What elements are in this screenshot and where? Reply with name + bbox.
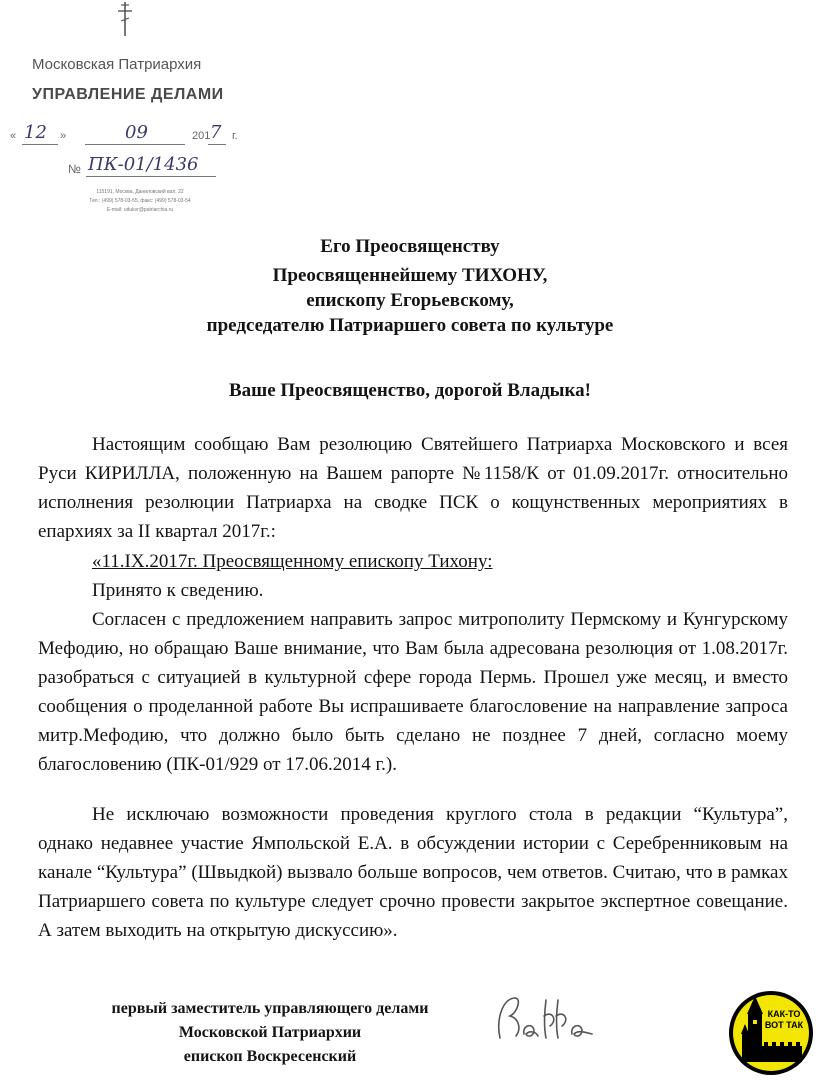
number-label: № (68, 162, 81, 176)
date-day: 12 (24, 122, 47, 143)
email-line: E-mail: udukvr@patriarchia.ru (106, 207, 174, 213)
resolution-line: Принято к сведению. (92, 580, 264, 601)
cross-icon (115, 2, 135, 36)
date-line: « 12 » 09 201 7 г. (10, 122, 238, 143)
recipient-line-1: Его Преосвященству (320, 236, 500, 257)
recipient-line-4: председателю Патриаршего совета по культуре (206, 315, 614, 336)
body-paragraph-1: Настоящим сообщаю Вам резолюцию Святейшего Патриарха Московского и всея Руси КИРИЛЛА, положенную на Вашем рапорте №1158/К от 01.09.2017г. относительно исполнения резолюции Патриарха на сводке ПСК о кощунственных мероприятиях в епархиях за II квартал 2017г.: (38, 434, 788, 542)
kak-to-vot-tak-logo (728, 990, 814, 1076)
body-paragraph-4: Не исключаю возможности проведения круглого стола в редакции “Культура”, однако недавнее участие Ямпольской Е.А. в обсуждении истории с Серебренниковым на канале “Культура” (Швыдкой) вызвало больше вопросов, чем ответов. Считаю, что в рамках Патриаршего совета по культуре следует срочно провести закрытое экспертное совещание. А затем выходить на открытую дискуссию». (38, 804, 788, 941)
date-year-prefix: 201 (192, 130, 211, 142)
logo-text-line-2: ВОТ ТАК (764, 1020, 804, 1030)
date-month: 09 (125, 122, 148, 143)
address-line: 115191, Москва, Даниловский вал, 22 (96, 189, 184, 195)
logo-text-line-1: КАК-ТО (767, 1009, 801, 1019)
signatory-title: первый заместитель управляющего делами (111, 1000, 429, 1017)
handwritten-signature (488, 990, 598, 1050)
date-suffix: г. (232, 130, 238, 142)
body-paragraph-3: Согласен с предложением направить запрос митрополиту Пермскому и Кунгурскому Мефодию, но обращаю Ваше внимание, что Вам была адресована резолюция от 1.08.2017г. разобраться с ситуацией в культурной сфере города Пермь. Прошел уже месяц, и вместо сообщения о проделанной работе Вы испрашиваете благословение на направление запроса митр.Мефодию, что должно было быть сделано не позднее 7 дней, согласно моему благословению (ПК-01/929 от 17.06.2014 г.). (38, 609, 788, 775)
recipient-line-3: епископу Егорьевскому, (306, 290, 514, 311)
signatory-organization: Московской Патриархии (178, 1024, 362, 1041)
signatory-name: епископ Воскресенский (183, 1048, 357, 1065)
resolution-heading: «11.IX.2017г. Преосвященному епископу Тихону: (92, 551, 493, 572)
document-number (60, 154, 260, 184)
phone-line: Тел.: (499) 578-03-55, факс: (499) 578-03-54 (89, 198, 191, 204)
number-value: ПК-01/1436 (88, 154, 199, 175)
org-name: Московская Патриархия (32, 56, 202, 73)
recipient-line-2: Преосвященнейшему ТИХОНУ, (272, 265, 548, 286)
org-department: УПРАВЛЕНИЕ ДЕЛАМИ (32, 86, 224, 103)
greeting: Ваше Преосвященство, дорогой Владыка! (228, 380, 591, 401)
date-year-digit: 7 (210, 122, 222, 143)
